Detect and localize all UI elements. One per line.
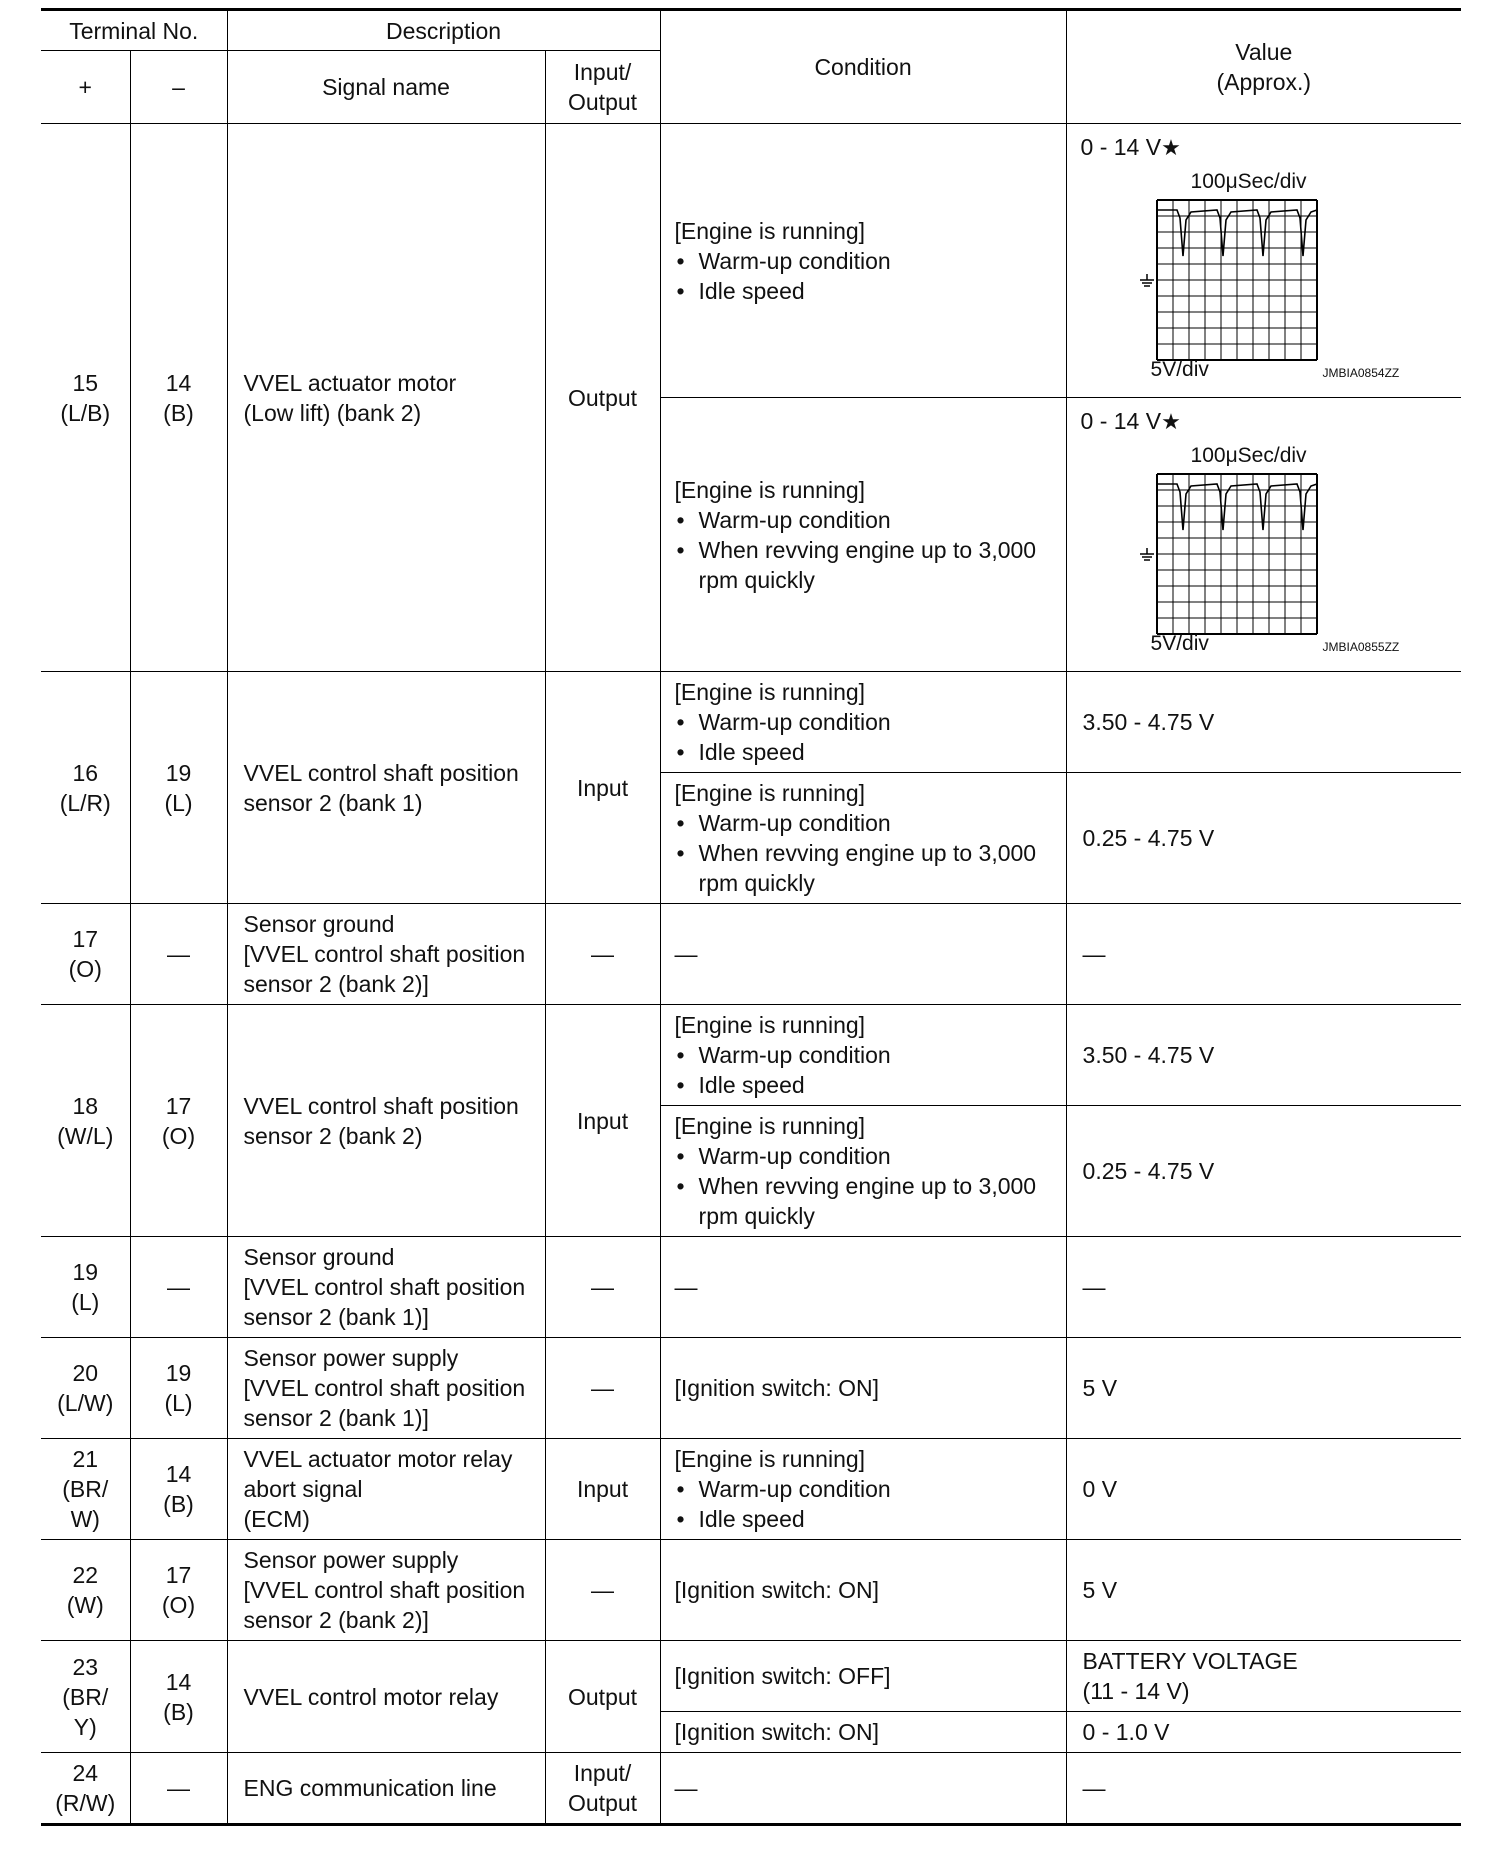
condition-title: [Engine is running] bbox=[674, 476, 866, 503]
wire-color: (L/R) bbox=[59, 789, 111, 816]
voltage-range: 0 - 14 V bbox=[1080, 133, 1162, 160]
value-cell: — bbox=[1066, 1753, 1461, 1825]
signal-line: (ECM) bbox=[243, 1506, 310, 1532]
terminal-plus-cell bbox=[41, 1641, 130, 1753]
wire-color: Y) bbox=[73, 1713, 97, 1740]
wire-color: (B) bbox=[163, 1491, 194, 1517]
condition-cell: — bbox=[660, 904, 1066, 1005]
bullet-line: rpm quickly bbox=[698, 1203, 815, 1229]
terminal-spec-table bbox=[41, 8, 1461, 1826]
condition-cell: [Ignition switch: ON] bbox=[660, 1338, 1066, 1439]
signal-line: (Low lift) (bank 2) bbox=[243, 399, 422, 426]
wire-color: (O) bbox=[68, 956, 102, 982]
waveform-volt-div: 5V/div bbox=[1150, 631, 1209, 655]
terminal-number: 19 bbox=[165, 1360, 192, 1386]
signal-name-cell bbox=[227, 1237, 545, 1338]
bullet-item: • Idle speed bbox=[675, 276, 1058, 306]
wire-color: (W) bbox=[66, 1592, 104, 1618]
table-row bbox=[41, 1439, 1461, 1540]
value-cell: — bbox=[1066, 1237, 1461, 1338]
terminal-plus-cell bbox=[41, 1338, 130, 1439]
wire-color: (O) bbox=[161, 1592, 196, 1618]
condition-cell bbox=[660, 773, 1066, 904]
condition-cell bbox=[660, 1106, 1066, 1237]
terminal-number: 22 bbox=[72, 1562, 99, 1588]
io-line: Input/ bbox=[573, 1760, 632, 1786]
signal-line: sensor 2 (bank 2) bbox=[243, 1122, 423, 1149]
value-cell: — bbox=[1066, 904, 1461, 1005]
wire-color: (BR/ bbox=[62, 1476, 109, 1502]
condition-cell: [Ignition switch: ON] bbox=[660, 1712, 1066, 1753]
signal-line: VVEL control shaft position bbox=[243, 759, 519, 786]
value-cell bbox=[1066, 398, 1461, 672]
table-row bbox=[41, 1237, 1461, 1338]
condition-cell bbox=[660, 672, 1066, 773]
header-minus: – bbox=[130, 51, 227, 124]
terminal-number: 23 bbox=[72, 1653, 99, 1680]
condition-bullets bbox=[675, 246, 1058, 306]
io-cell: — bbox=[545, 904, 660, 1005]
value-cell: 3.50 - 4.75 V bbox=[1066, 672, 1461, 773]
terminal-number: 14 bbox=[165, 1461, 192, 1487]
condition-cell: — bbox=[660, 1753, 1066, 1825]
terminal-number: 17 bbox=[165, 1092, 192, 1119]
value-cell: 3.50 - 4.75 V bbox=[1066, 1005, 1461, 1106]
condition-bullets bbox=[675, 505, 1058, 595]
terminal-minus-cell: — bbox=[130, 1753, 227, 1825]
star-icon: ★ bbox=[1161, 408, 1181, 434]
condition-title: [Engine is running] bbox=[674, 780, 866, 806]
ground-icon bbox=[1140, 274, 1154, 286]
signal-line: sensor 2 (bank 1)] bbox=[243, 1304, 429, 1330]
terminal-number: 15 bbox=[72, 369, 99, 396]
bullet-item bbox=[675, 838, 1058, 898]
signal-name-cell bbox=[227, 1338, 545, 1439]
wire-color: (L/B) bbox=[60, 399, 111, 426]
wire-color: (L) bbox=[164, 1390, 193, 1416]
bullet-line: • When revving engine up to 3,000 bbox=[698, 1173, 1037, 1199]
signal-line: VVEL actuator motor bbox=[243, 369, 457, 396]
io-line: Output bbox=[568, 1790, 638, 1816]
bullet-item: • Warm-up condition bbox=[675, 505, 1058, 535]
wire-color: (O) bbox=[161, 1122, 196, 1149]
voltage-range: 0 - 14 V bbox=[1080, 407, 1162, 434]
oscilloscope-graph bbox=[1131, 472, 1321, 636]
condition-bullets bbox=[675, 1474, 1058, 1534]
terminal-number: 17 bbox=[72, 926, 99, 952]
header-input-output bbox=[545, 51, 660, 124]
bullet-line: • When revving engine up to 3,000 bbox=[698, 536, 1037, 563]
value-cell bbox=[1066, 1641, 1461, 1712]
value-cell: 5 V bbox=[1066, 1338, 1461, 1439]
condition-bullets bbox=[675, 1040, 1058, 1100]
terminal-number: 24 bbox=[72, 1760, 99, 1786]
value-line: BATTERY VOLTAGE bbox=[1082, 1648, 1298, 1674]
signal-line: Sensor power supply bbox=[243, 1345, 459, 1371]
wire-color: (W/L) bbox=[57, 1122, 114, 1149]
terminal-plus-cell bbox=[41, 1005, 130, 1237]
signal-line: abort signal bbox=[243, 1476, 363, 1502]
terminal-number: 21 bbox=[72, 1446, 99, 1472]
terminal-minus-cell bbox=[130, 672, 227, 904]
condition-title: [Engine is running] bbox=[674, 1113, 866, 1139]
header-row-1 bbox=[41, 10, 1461, 51]
terminal-number: 19 bbox=[72, 1259, 99, 1285]
bullet-item: • Warm-up condition bbox=[675, 707, 1058, 737]
signal-line: VVEL actuator motor relay bbox=[243, 1446, 513, 1472]
condition-title: [Engine is running] bbox=[674, 1012, 866, 1038]
table-row bbox=[41, 904, 1461, 1005]
condition-bullets bbox=[675, 1141, 1058, 1231]
wire-color: (L/W) bbox=[57, 1390, 114, 1416]
bullet-item: • Warm-up condition bbox=[675, 808, 1058, 838]
bullet-item: • Idle speed bbox=[675, 1070, 1058, 1100]
signal-name-cell bbox=[227, 124, 545, 672]
condition-cell bbox=[660, 1005, 1066, 1106]
io-cell: Input bbox=[545, 1005, 660, 1237]
header-value-line2: (Approx.) bbox=[1216, 69, 1312, 95]
signal-name-cell bbox=[227, 1540, 545, 1641]
condition-cell bbox=[660, 1439, 1066, 1540]
signal-line: Sensor ground bbox=[243, 911, 395, 937]
table-row bbox=[41, 1753, 1461, 1825]
condition-cell: — bbox=[660, 1237, 1066, 1338]
header-terminal-no: Terminal No. bbox=[41, 10, 227, 51]
terminal-number: 14 bbox=[165, 1668, 192, 1695]
terminal-number: 20 bbox=[72, 1360, 99, 1386]
terminal-plus-cell bbox=[41, 1753, 130, 1825]
header-condition: Condition bbox=[660, 10, 1066, 124]
value-cell bbox=[1066, 124, 1461, 398]
terminal-number: 18 bbox=[72, 1092, 99, 1119]
terminal-plus-cell bbox=[41, 904, 130, 1005]
io-cell: — bbox=[545, 1338, 660, 1439]
value-cell: 0 V bbox=[1066, 1439, 1461, 1540]
terminal-minus-cell bbox=[130, 124, 227, 672]
condition-bullets bbox=[675, 808, 1058, 898]
terminal-minus-cell: — bbox=[130, 904, 227, 1005]
header-value-line1: Value bbox=[1235, 39, 1293, 65]
header-io-line2: Output bbox=[568, 89, 638, 115]
signal-line: VVEL control shaft position bbox=[243, 1092, 519, 1119]
terminal-number: 17 bbox=[165, 1562, 192, 1588]
value-cell: 0.25 - 4.75 V bbox=[1066, 773, 1461, 904]
io-cell: Input bbox=[545, 672, 660, 904]
condition-title: [Engine is running] bbox=[674, 217, 866, 244]
bullet-item: • Warm-up condition bbox=[675, 1141, 1058, 1171]
signal-line: [VVEL control shaft position bbox=[243, 1577, 526, 1603]
value-line: (11 - 14 V) bbox=[1082, 1678, 1190, 1704]
condition-title: [Engine is running] bbox=[674, 1446, 866, 1472]
bullet-line: • When revving engine up to 3,000 bbox=[698, 840, 1037, 866]
terminal-minus-cell bbox=[130, 1005, 227, 1237]
figure-code: JMBIA0854ZZ bbox=[1322, 365, 1400, 380]
signal-line: sensor 2 (bank 2)] bbox=[243, 971, 429, 997]
signal-line: Sensor ground bbox=[243, 1244, 395, 1270]
bullet-item: • Warm-up condition bbox=[675, 1474, 1058, 1504]
io-cell: — bbox=[545, 1540, 660, 1641]
io-cell bbox=[545, 1753, 660, 1825]
bullet-line: rpm quickly bbox=[698, 566, 815, 593]
signal-name-cell bbox=[227, 1439, 545, 1540]
header-io-line1: Input/ bbox=[573, 59, 632, 85]
bullet-item bbox=[675, 535, 1058, 595]
star-icon: ★ bbox=[1161, 134, 1181, 160]
signal-name-cell bbox=[227, 904, 545, 1005]
bullet-item: • Warm-up condition bbox=[675, 1040, 1058, 1070]
condition-cell bbox=[660, 398, 1066, 672]
wire-color: (BR/ bbox=[62, 1683, 109, 1710]
bullet-line: rpm quickly bbox=[698, 870, 815, 896]
terminal-minus-cell: — bbox=[130, 1237, 227, 1338]
condition-cell: [Ignition switch: OFF] bbox=[660, 1641, 1066, 1712]
bullet-item: • Warm-up condition bbox=[675, 246, 1058, 276]
bullet-item: • Idle speed bbox=[675, 1504, 1058, 1534]
oscilloscope-graph bbox=[1131, 198, 1321, 362]
terminal-minus-cell bbox=[130, 1439, 227, 1540]
signal-line: Sensor power supply bbox=[243, 1547, 459, 1573]
signal-name-cell: ENG communication line bbox=[227, 1753, 545, 1825]
header-plus: + bbox=[41, 51, 130, 124]
header-value bbox=[1066, 10, 1461, 124]
value-cell: 0 - 1.0 V bbox=[1066, 1712, 1461, 1753]
waveform-time-div: 100μSec/div bbox=[1190, 443, 1307, 467]
wire-color: (L) bbox=[71, 1289, 100, 1315]
terminal-plus-cell bbox=[41, 672, 130, 904]
signal-line: [VVEL control shaft position bbox=[243, 941, 526, 967]
io-cell: Output bbox=[545, 124, 660, 672]
signal-line: sensor 2 (bank 1)] bbox=[243, 1405, 429, 1431]
terminal-minus-cell bbox=[130, 1338, 227, 1439]
terminal-plus-cell bbox=[41, 1540, 130, 1641]
condition-cell bbox=[660, 124, 1066, 398]
figure-code: JMBIA0855ZZ bbox=[1322, 639, 1400, 654]
table-row bbox=[41, 124, 1461, 398]
signal-line: [VVEL control shaft position bbox=[243, 1274, 526, 1300]
terminal-number: 14 bbox=[165, 369, 192, 396]
condition-cell: [Ignition switch: ON] bbox=[660, 1540, 1066, 1641]
signal-line: sensor 2 (bank 2)] bbox=[243, 1607, 429, 1633]
value-cell: 0.25 - 4.75 V bbox=[1066, 1106, 1461, 1237]
bullet-item bbox=[675, 1171, 1058, 1231]
wire-color: (B) bbox=[163, 399, 194, 426]
waveform-panel bbox=[1067, 400, 1462, 670]
terminal-minus-cell bbox=[130, 1540, 227, 1641]
terminal-minus-cell bbox=[130, 1641, 227, 1753]
table-row bbox=[41, 1005, 1461, 1106]
waveform-volt-div: 5V/div bbox=[1150, 357, 1209, 381]
waveform-voltage bbox=[1081, 408, 1181, 435]
io-cell: — bbox=[545, 1237, 660, 1338]
waveform-panel bbox=[1067, 126, 1462, 396]
terminal-plus-cell bbox=[41, 1237, 130, 1338]
header-signal-name: Signal name bbox=[227, 51, 545, 124]
terminal-number: 19 bbox=[165, 759, 192, 786]
signal-name-cell: VVEL control motor relay bbox=[227, 1641, 545, 1753]
table-row bbox=[41, 1540, 1461, 1641]
wire-color: (B) bbox=[163, 1698, 194, 1725]
signal-name-cell bbox=[227, 1005, 545, 1237]
table-row bbox=[41, 1338, 1461, 1439]
signal-line: sensor 2 (bank 1) bbox=[243, 789, 423, 816]
ground-icon bbox=[1140, 548, 1154, 560]
wire-color: (L) bbox=[164, 789, 193, 816]
io-cell: Input bbox=[545, 1439, 660, 1540]
terminal-plus-cell bbox=[41, 124, 130, 672]
signal-name-cell bbox=[227, 672, 545, 904]
table-row bbox=[41, 1641, 1461, 1712]
waveform-time-div: 100μSec/div bbox=[1190, 169, 1307, 193]
terminal-number: 16 bbox=[72, 759, 99, 786]
value-cell: 5 V bbox=[1066, 1540, 1461, 1641]
signal-line: [VVEL control shaft position bbox=[243, 1375, 526, 1401]
wire-color: (R/W) bbox=[55, 1790, 116, 1816]
waveform-voltage bbox=[1081, 134, 1181, 161]
io-cell: Output bbox=[545, 1641, 660, 1753]
header-description: Description bbox=[227, 10, 660, 51]
condition-bullets bbox=[675, 707, 1058, 767]
condition-title: [Engine is running] bbox=[674, 679, 866, 705]
table-row bbox=[41, 672, 1461, 773]
bullet-item: • Idle speed bbox=[675, 737, 1058, 767]
wire-color: W) bbox=[70, 1506, 100, 1532]
terminal-plus-cell bbox=[41, 1439, 130, 1540]
